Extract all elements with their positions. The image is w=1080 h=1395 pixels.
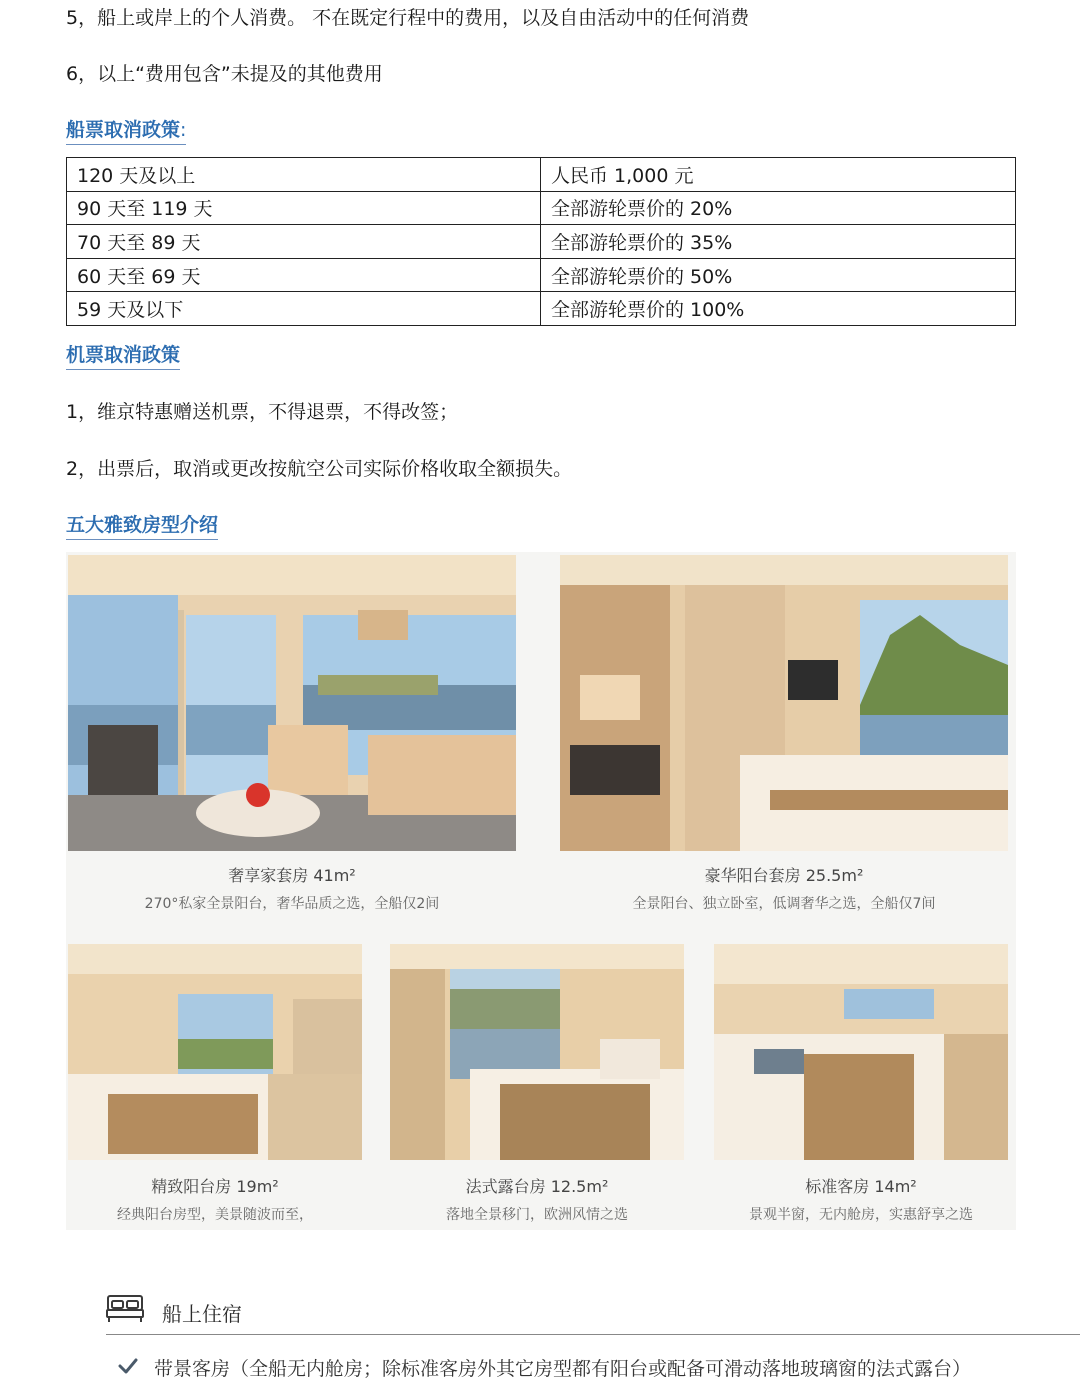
table-cell-fee: 人民币 1,000 元 <box>541 158 1016 192</box>
cruise-cancel-heading <box>66 117 186 145</box>
room-photo-veranda-suite <box>560 555 1008 851</box>
table-row <box>67 292 1016 326</box>
air-cancel-item-2: 2，出票后，取消或更改按航空公司实际价格收取全额损失。 <box>66 458 573 480</box>
room-desc: 落地全景移门，欧洲风情之选 <box>446 1207 628 1223</box>
exclusion-item-5: 5，船上或岸上的个人消费。 不在既定行程中的费用，以及自由活动中的任何消费 <box>66 7 750 29</box>
room-photo-french-balcony <box>390 944 684 1160</box>
check-icon <box>118 1356 138 1376</box>
air-cancel-item-1: 1，维京特惠赠送机票，不得退票，不得改签； <box>66 401 459 423</box>
table-row <box>67 225 1016 259</box>
room-card <box>714 944 1008 1230</box>
room-name: 豪华阳台套房 25.5m² <box>704 866 864 885</box>
table-cell-fee: 全部游轮票价的 20% <box>541 191 1016 225</box>
table-row <box>67 158 1016 192</box>
exclusion-item-6: 6，以上“费用包含”未提及的其他费用 <box>66 63 383 85</box>
room-types-gallery <box>66 552 1016 1230</box>
table-cell-period: 60 天至 69 天 <box>67 258 541 292</box>
room-name: 标准客房 14m² <box>805 1177 917 1196</box>
room-desc: 全景阳台、独立卧室，低调奢华之选，全船仅7间 <box>632 896 936 912</box>
room-photo-veranda <box>68 944 362 1160</box>
accommodation-title: 船上住宿 <box>162 1302 242 1326</box>
table-cell-period: 90 天至 119 天 <box>67 191 541 225</box>
room-card <box>390 944 684 1230</box>
room-desc: 经典阳台房型，美景随波而至， <box>117 1207 313 1223</box>
table-row <box>67 258 1016 292</box>
room-name: 奢享家套房 41m² <box>228 866 356 885</box>
room-card <box>560 555 1008 915</box>
cruise-cancel-title: 船票取消政策 <box>66 119 181 141</box>
table-cell-fee: 全部游轮票价的 100% <box>541 292 1016 326</box>
room-name: 法式露台房 12.5m² <box>465 1177 609 1196</box>
table-cell-fee: 全部游轮票价的 50% <box>541 258 1016 292</box>
room-desc: 270°私家全景阳台，奢华品质之选，全船仅2间 <box>144 896 440 912</box>
air-cancel-heading: 机票取消政策 <box>66 342 180 370</box>
cruise-cancel-colon: : <box>180 119 187 141</box>
cruise-cancel-table <box>66 157 1016 326</box>
table-cell-period: 70 天至 89 天 <box>67 225 541 259</box>
accommodation-item: 带景客房（全船无内舱房；除标准客房外其它房型都有阳台或配备可滑动落地玻璃窗的法式露台） <box>154 1358 972 1380</box>
room-types-heading: 五大雅致房型介绍 <box>66 512 218 540</box>
table-cell-fee: 全部游轮票价的 35% <box>541 225 1016 259</box>
table-row <box>67 191 1016 225</box>
room-desc: 景观半窗，无内舱房，实惠舒享之选 <box>749 1207 973 1223</box>
room-name: 精致阳台房 19m² <box>151 1177 279 1196</box>
room-card <box>68 944 362 1230</box>
table-cell-period: 59 天及以下 <box>67 292 541 326</box>
bed-icon <box>106 1293 144 1323</box>
room-photo-standard <box>714 944 1008 1160</box>
room-card <box>68 555 516 915</box>
room-photo-owners-suite <box>68 555 516 851</box>
table-cell-period: 120 天及以上 <box>67 158 541 192</box>
section-divider <box>106 1334 1080 1335</box>
